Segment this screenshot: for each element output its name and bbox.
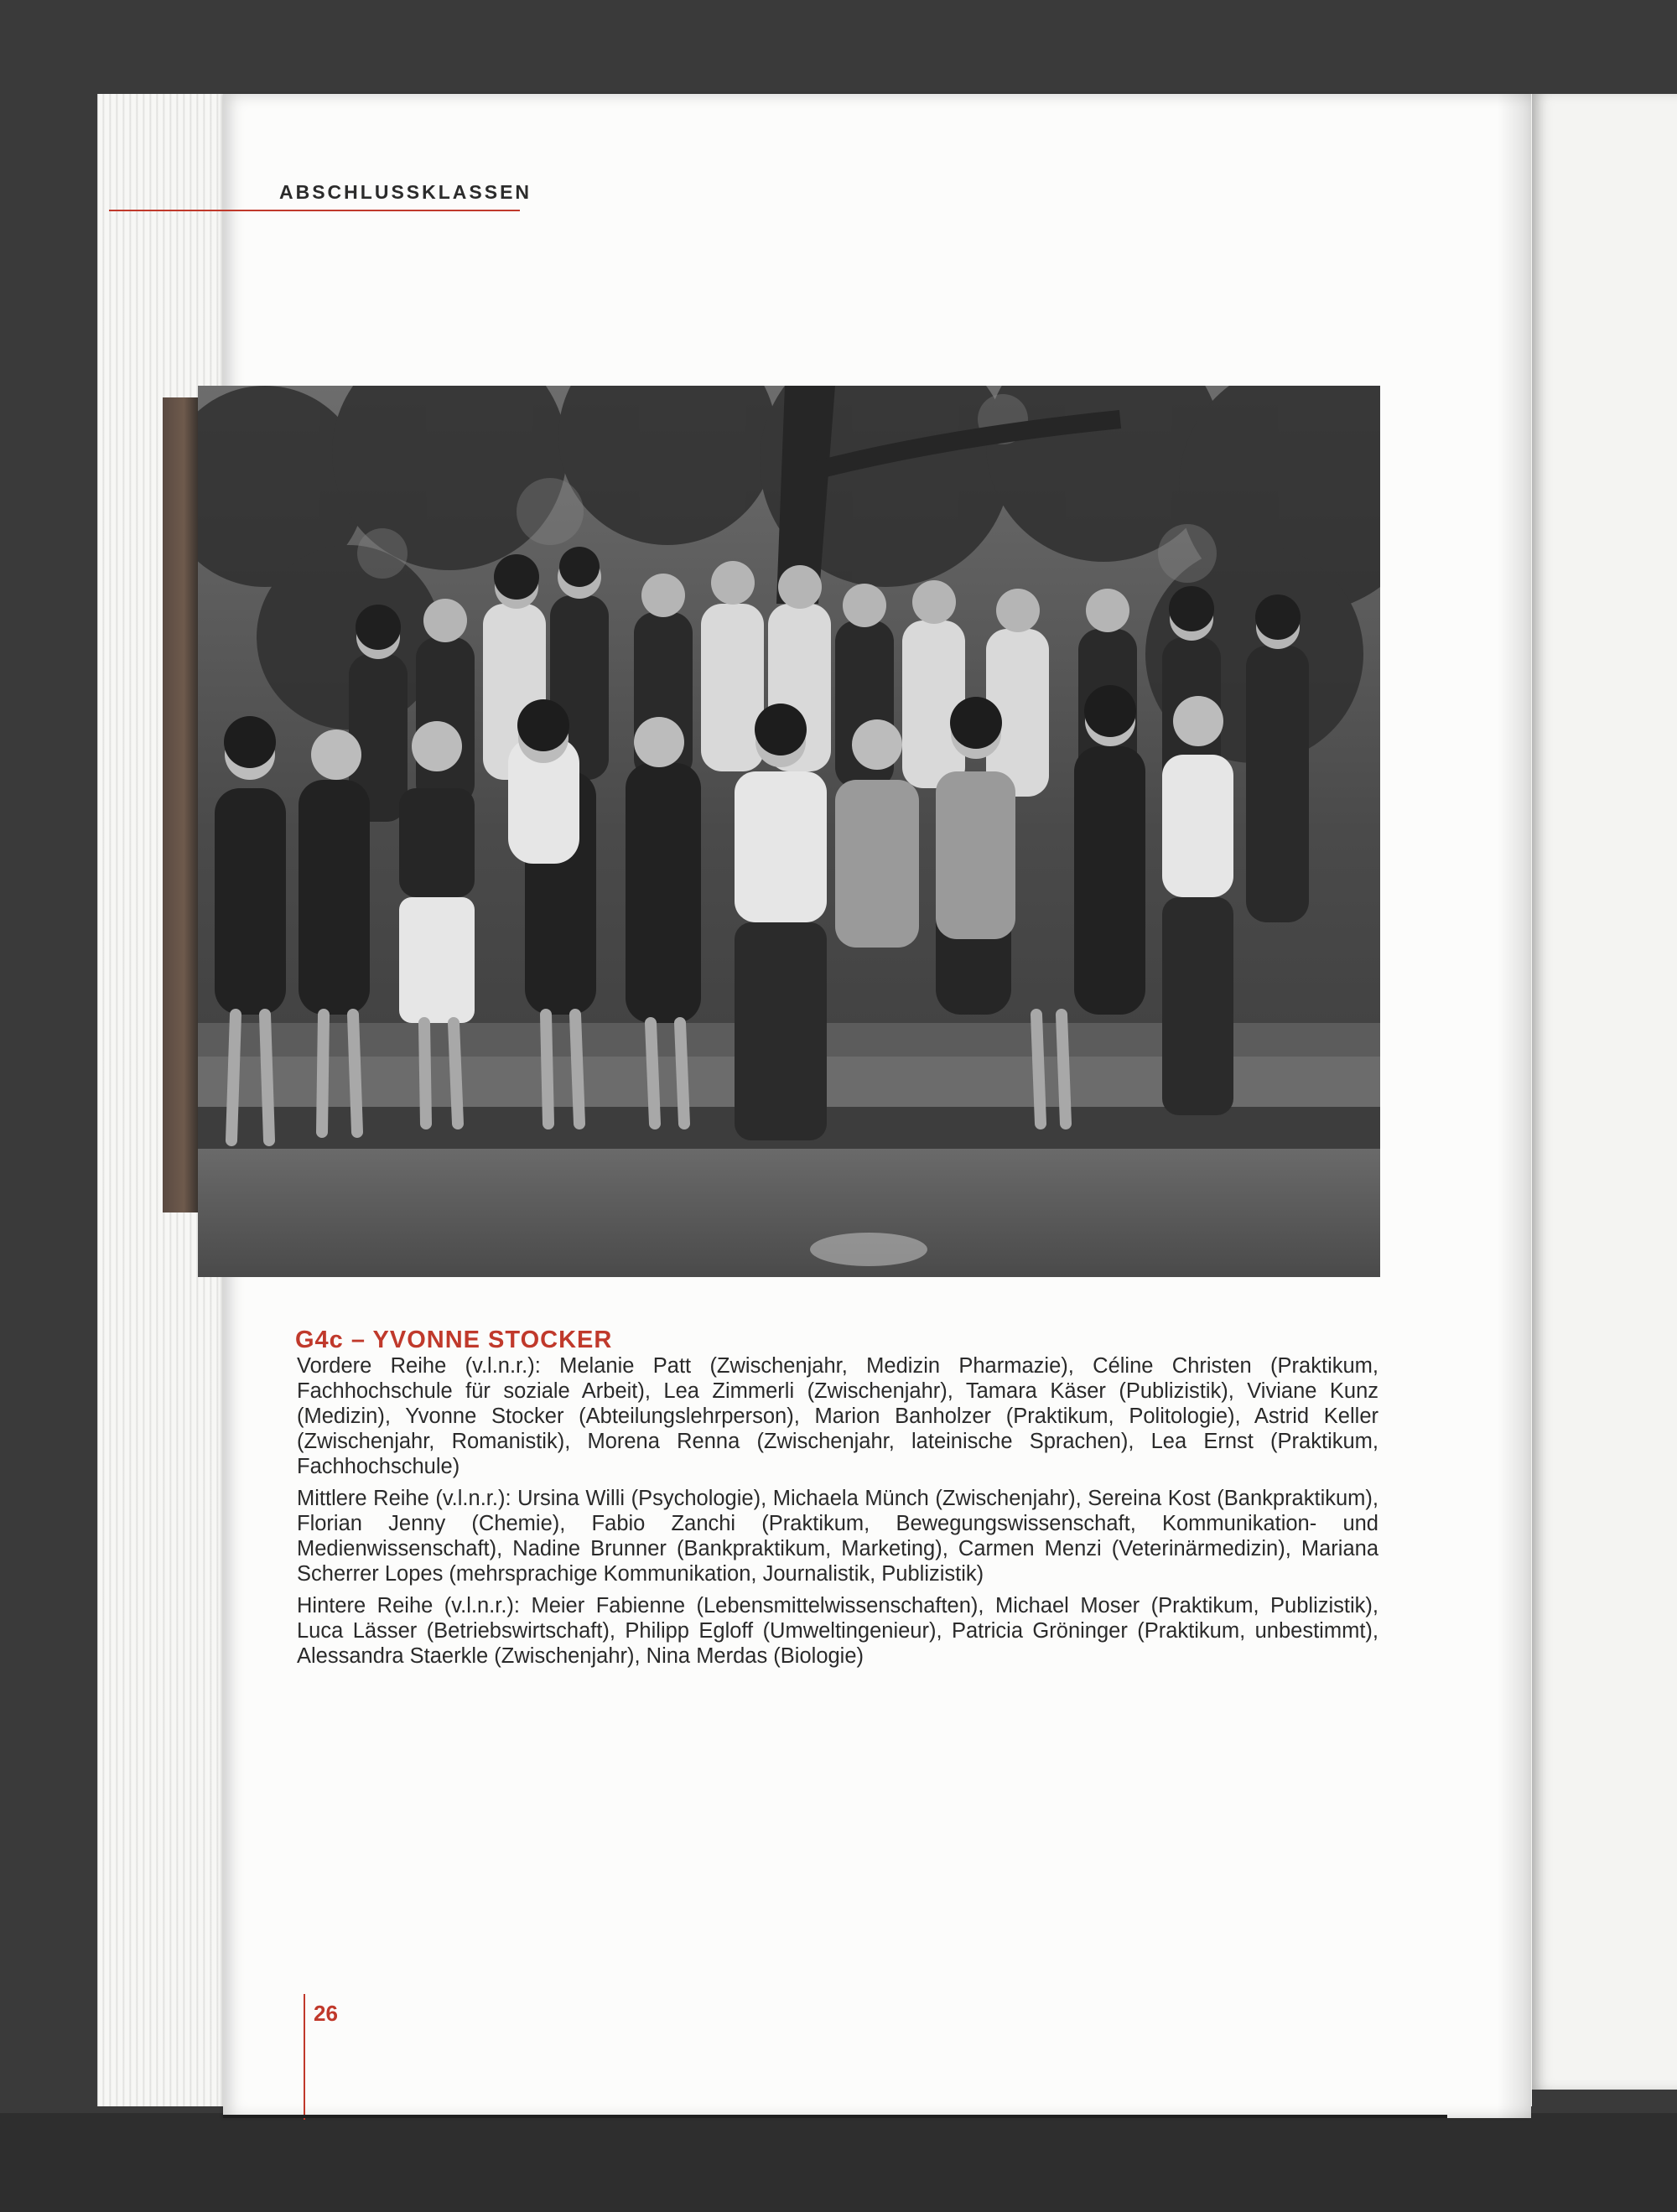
caption-front-row: Vordere Reihe (v.l.n.r.): Melanie Patt (Zwischenjahr, Medizin Pharmazie), Céline Christen (Praktikum, Fachhochschule für soziale Arbeit), Lea Zimmerli (Zwischenjahr), Tamara Käser (Publizistik), Viviane Kunz (Medizin), Yvonne Stocker (Abteilungslehrperson), Marion Banholzer (Praktikum, Politologie), Astrid Keller (Zwischenjahr, Romanistik), Morena Renna (Zwischenjahr, lateinische Sprachen), Lea Ernst (Praktikum, Fachhochschule) [297, 1354, 1378, 1478]
page-number: 26 [314, 2001, 338, 2026]
class-group-photo [198, 386, 1380, 1277]
scanner-background [0, 2113, 1677, 2212]
caption-title: G4c – YVONNE STOCKER [295, 1327, 613, 1353]
caption-back-row: Hintere Reihe (v.l.n.r.): Meier Fabienne (Lebensmittelwissenschaften), Michael Moser (Praktikum, Publizistik), Luca Lässer (Betriebswirtschaft), Philipp Egloff (Umweltingenieur), Patricia Gröninger (Praktikum, unbestimmt), Alessandra Staerkle (Zwischenjahr), Nina Merdas (Biologie) [297, 1594, 1378, 1668]
caption-middle-row: Mittlere Reihe (v.l.n.r.): Ursina Willi (Psychologie), Michaela Münch (Zwischenjahr), Sereina Kost (Bankpraktikum), Florian Jenny (Chemie), Fabio Zanchi (Praktikum, Bewegungswissenschaft, Kommunikation- und Medienwissenschaft), Nadine Brunner (Bankpraktikum, Marketing), Carmen Menzi (Veterinärmedizin), Mariana Scherrer Lopes (mehrsprachige Kommunikation, Journalistik, Publizistik) [297, 1487, 1378, 1586]
photo-illustration [198, 386, 1380, 1277]
page-bottom-edge [223, 2115, 1447, 2118]
photo-edge-strip [163, 397, 198, 1212]
section-label: ABSCHLUSSKLASSEN [279, 181, 532, 203]
caption-text [297, 1353, 1378, 1675]
header-rule [109, 210, 520, 211]
facing-page-edge [1531, 94, 1677, 2090]
page-number-rule [304, 1994, 305, 2120]
header-tick-mark [109, 195, 159, 210]
